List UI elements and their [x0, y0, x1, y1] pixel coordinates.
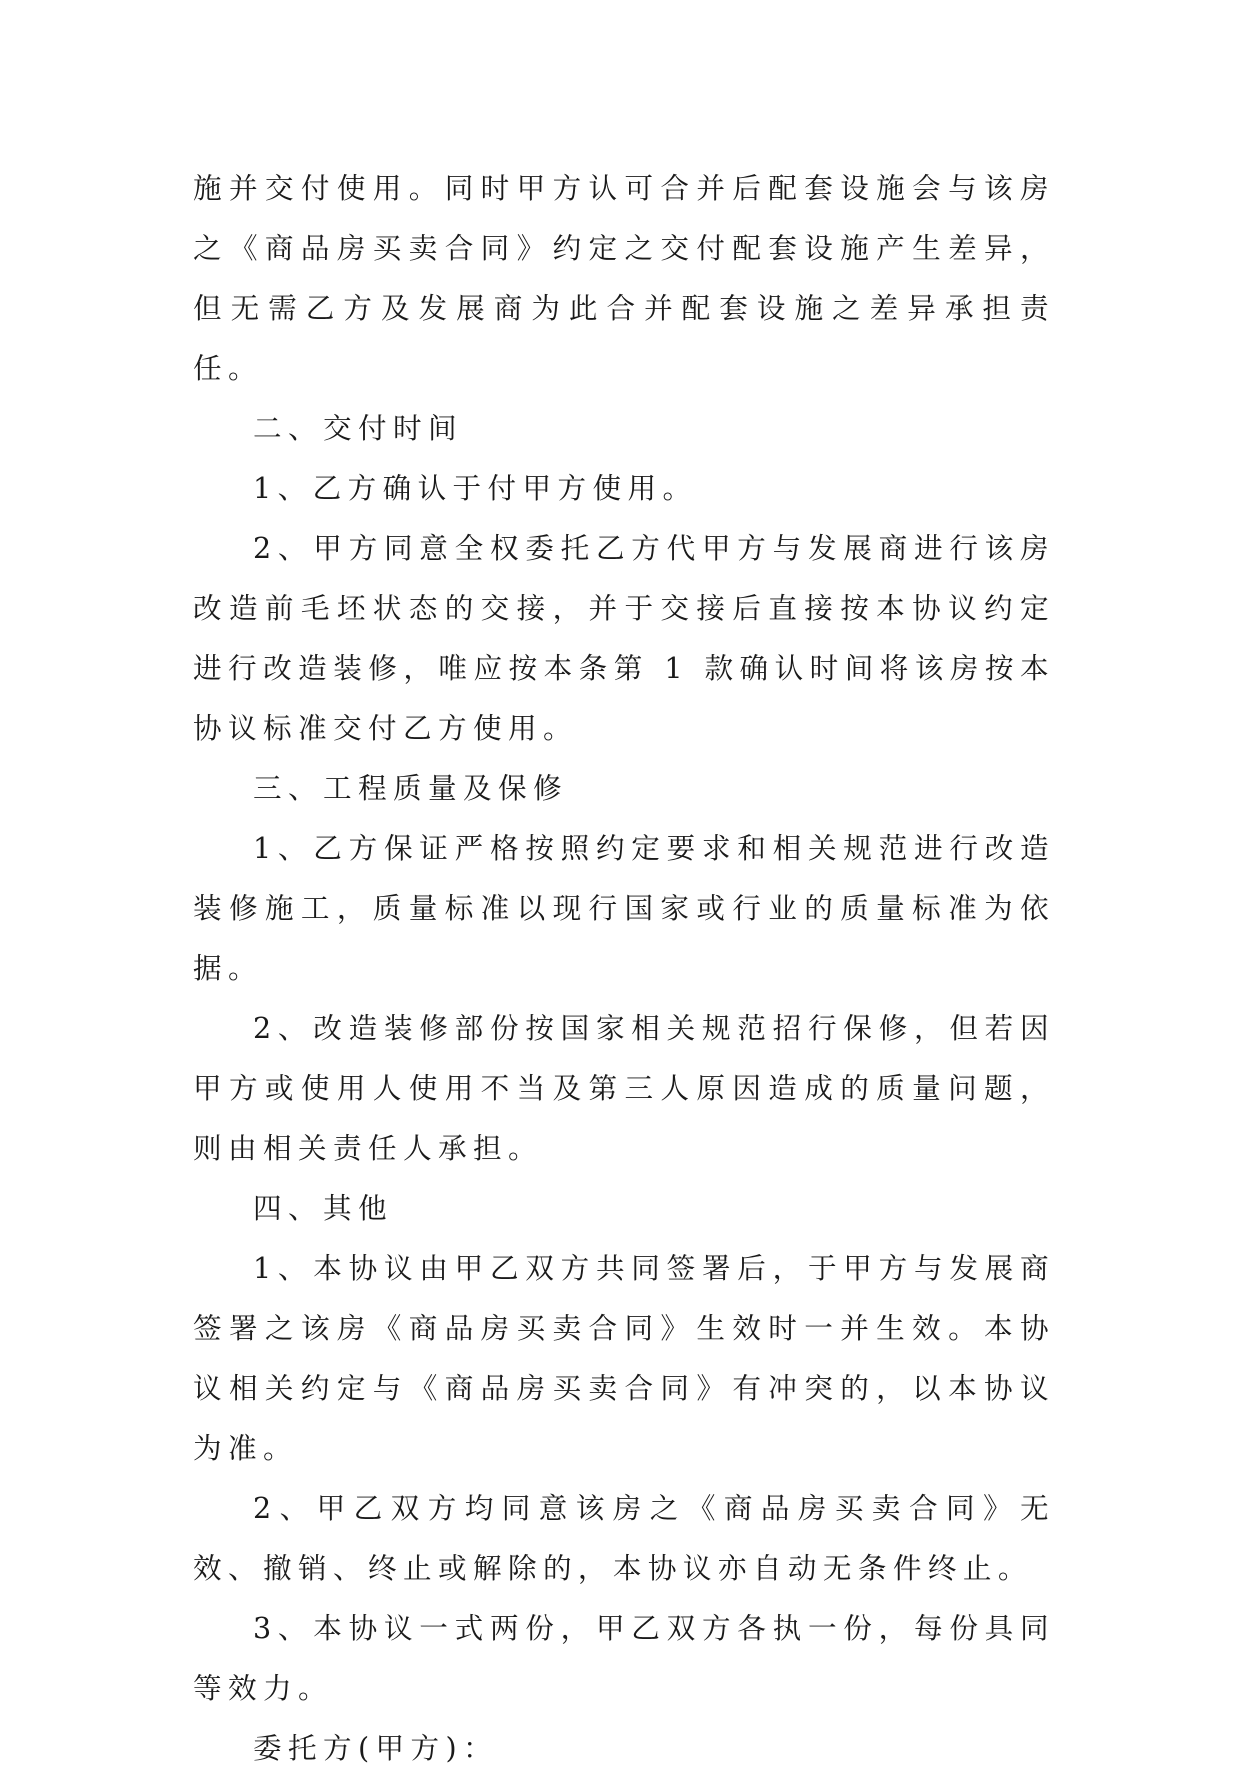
- clause-3-1: 1、乙方保证严格按照约定要求和相关规范进行改造装修施工，质量标准以现行国家或行业的质量标准为依据。: [193, 831, 1055, 985]
- section-heading-delivery-time: 二、交付时间: [253, 411, 463, 445]
- section-heading-other: 四、其他: [253, 1191, 393, 1225]
- clause-2-2: 2、甲方同意全权委托乙方代甲方与发展商进行该房改造前毛坯状态的交接，并于交接后直接按本协议约定进行改造装修，唯应按本条第 1 款确认时间将该房按本协议标准交付乙方使用。: [193, 531, 1055, 745]
- document-page: [193, 158, 1055, 1778]
- section-heading-quality-warranty: 三、工程质量及保修: [253, 771, 568, 805]
- clause-3-2: 2、改造装修部份按国家相关规范招行保修，但若因甲方或使用人使用不当及第三人原因造成的质量问题，则由相关责任人承担。: [193, 1011, 1055, 1165]
- clause-2-1: 1、乙方确认于付甲方使用。: [253, 471, 698, 505]
- clause-4-3: 3、本协议一式两份，甲乙双方各执一份，每份具同等效力。: [193, 1611, 1055, 1705]
- signature-label-principal: 委托方(甲方)：: [253, 1731, 499, 1765]
- clause-4-1: 1、本协议由甲乙双方共同签署后，于甲方与发展商签署之该房《商品房买卖合同》生效时一并生效。本协议相关约定与《商品房买卖合同》有冲突的，以本协议为准。: [193, 1251, 1055, 1465]
- clause-4-2: 2、甲乙双方均同意该房之《商品房买卖合同》无效、撤销、终止或解除的，本协议亦自动无条件终止。: [193, 1491, 1055, 1585]
- paragraph-continued: 施并交付使用。同时甲方认可合并后配套设施会与该房之《商品房买卖合同》约定之交付配套设施产生差异，但无需乙方及发展商为此合并配套设施之差异承担责任。: [193, 171, 1055, 385]
